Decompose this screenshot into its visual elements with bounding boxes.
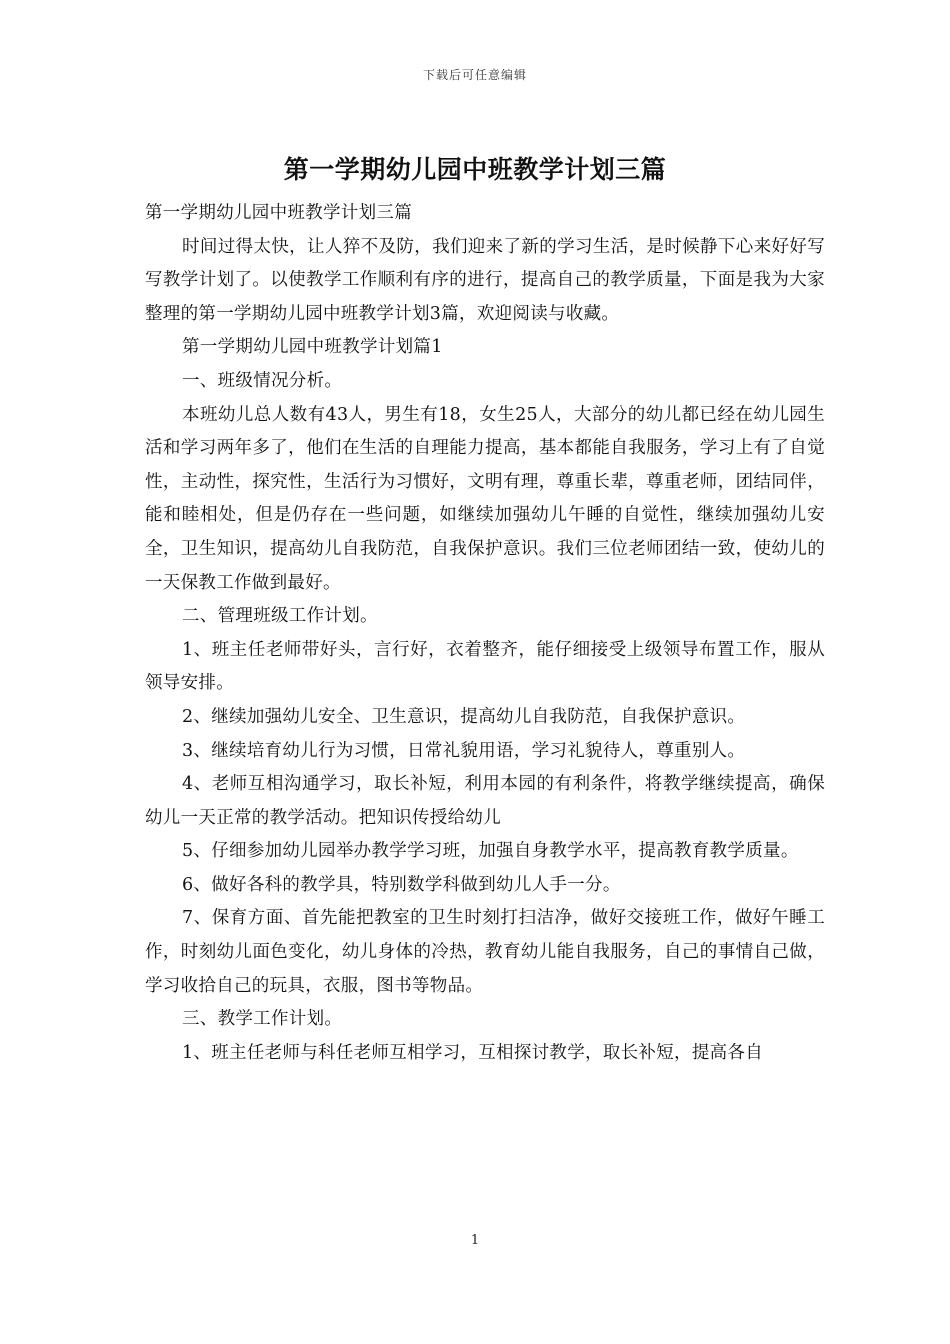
paragraph-class-analysis: 本班幼儿总人数有43人，男生有18，女生25人，大部分的幼儿都已经在幼儿园生活和学习两年多了，他们在生活的自理能力提高，基本都能自我服务，学习上有了自觉性，主动性，探究性，生活行为习惯好，文明有理，尊重长辈，尊重老师，团结同伴，能和睦相处，但是仍存在一些问题，如继续加强幼儿午睡的自觉性，继续加强幼儿安全，卫生知识，提高幼儿自我防范，自我保护意识。我们三位老师团结一致，使幼儿的一天保教工作做到最好。	[145, 404, 825, 593]
paragraph-heading-3: 三、教学工作计划。	[182, 1009, 343, 1030]
paragraph-item-2: 2、继续加强幼儿安全、卫生意识，提高幼儿自我防范，自我保护意识。	[182, 706, 746, 727]
paragraph-teaching-item-1: 1、班主任老师与科任老师互相学习，互相探讨教学，取长补短，提高各自	[182, 1042, 764, 1063]
page-number: 1	[470, 1233, 480, 1248]
paragraph-heading-1: 一、班级情况分析。	[182, 370, 343, 391]
paragraph-item-4: 4、老师互相沟通学习，取长补短，利用本园的有利条件，将教学继续提高，确保幼儿一天正常的教学活动。把知识传授给幼儿	[145, 774, 825, 828]
paragraph-item-1: 1、班主任老师带好头，言行好，衣着整齐，能仔细接受上级领导布置工作，服从领导安排。	[145, 639, 825, 694]
document-body	[145, 197, 825, 1070]
paragraph-heading-2: 二、管理班级工作计划。	[182, 606, 378, 627]
paragraph-item-6: 6、做好各科的教学具，特别数学科做到幼儿人手一分。	[182, 874, 621, 895]
paragraph-subtitle: 第一学期幼儿园中班教学计划三篇	[145, 203, 412, 223]
paragraph-item-3: 3、继续培育幼儿行为习惯，日常礼貌用语，学习礼貌待人，尊重别人。	[182, 740, 746, 761]
paragraph-item-7: 7、保育方面、首先能把教室的卫生时刻打扫洁净，做好交接班工作，做好午睡工作，时刻幼儿面色变化，幼儿身体的冷热，教育幼儿能自我服务，自己的事情自己做，学习收拾自己的玩具，衣服，图书等物品。	[145, 908, 825, 996]
header-note: 下载后可任意编辑	[422, 68, 527, 82]
document-title: 第一学期幼儿园中班教学计划三篇	[283, 155, 667, 184]
paragraph-item-5: 5、仔细参加幼儿园举办教学学习班，加强自身教学水平，提高教育教学质量。	[182, 841, 799, 862]
paragraph-intro: 时间过得太快，让人猝不及防，我们迎来了新的学习生活，是时候静下心来好好写写教学计划了。以使教学工作顺利有序的进行，提高自己的教学质量，下面是我为大家整理的第一学期幼儿园中班教学计划3篇，欢迎阅读与收藏。	[145, 236, 825, 324]
paragraph-section-heading: 第一学期幼儿园中班教学计划篇1	[182, 337, 443, 358]
